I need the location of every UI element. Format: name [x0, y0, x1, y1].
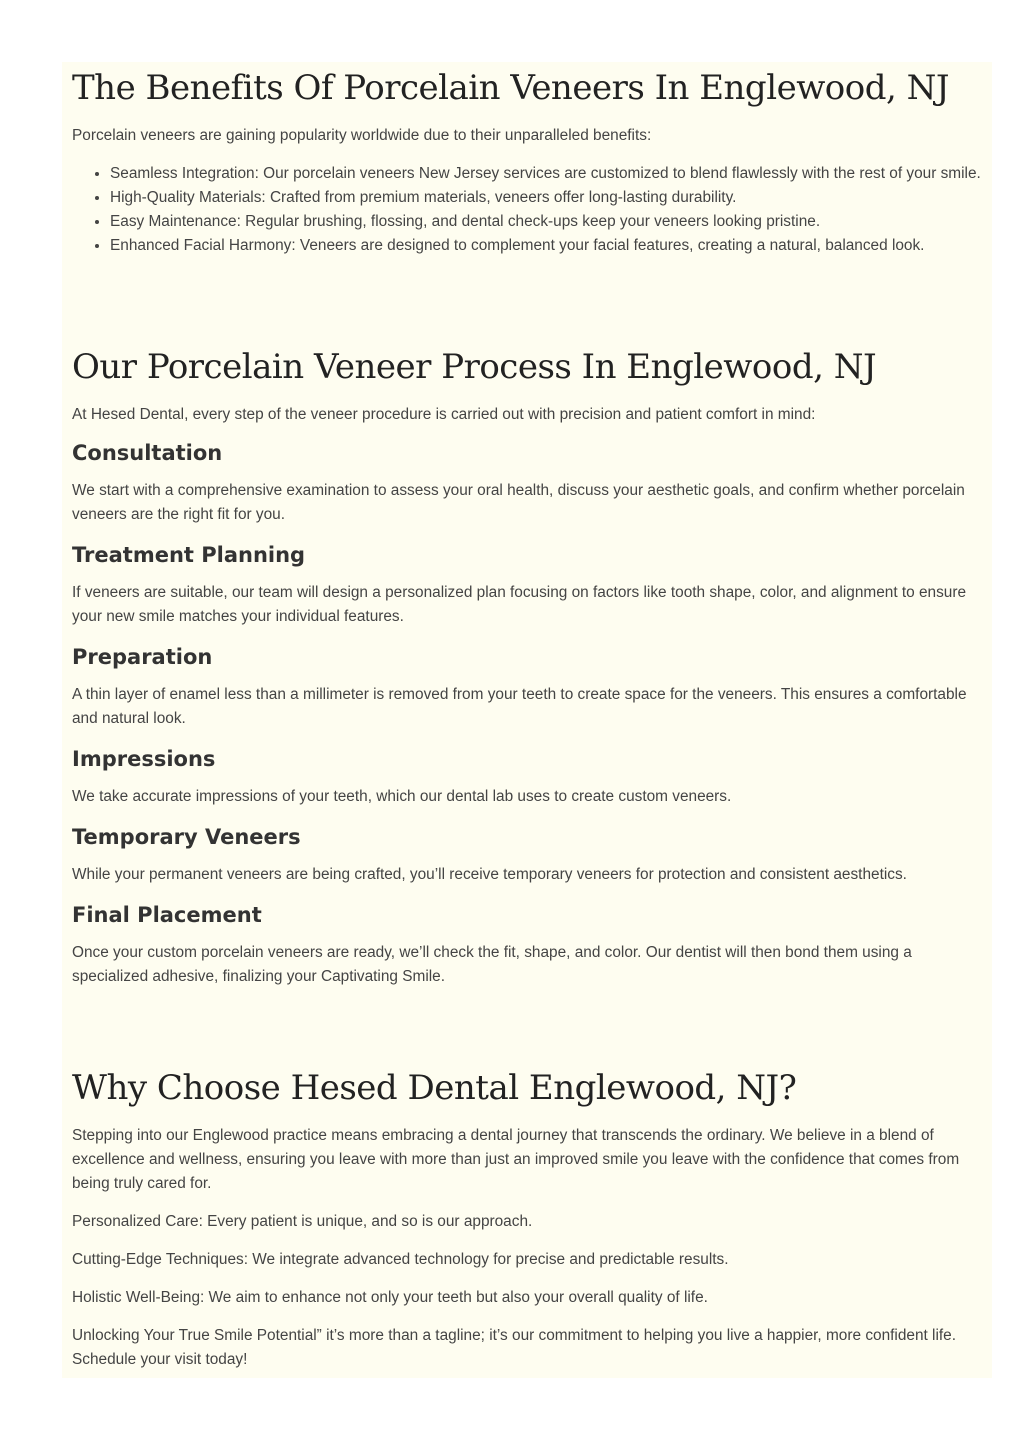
- step-preparation: [72, 643, 986, 731]
- step-heading: Preparation: [72, 645, 213, 669]
- why-paragraph: Holistic Well-Being: We aim to enhance not only your teeth but also your overall quality of life.: [72, 1289, 708, 1306]
- step-consultation: [72, 439, 986, 527]
- why-paragraph: Personalized Care: Every patient is unique, and so is our approach.: [72, 1213, 533, 1230]
- why-section: [72, 1066, 986, 1372]
- benefits-list: [72, 162, 986, 258]
- benefits-section: [72, 66, 986, 258]
- step-heading: Impressions: [72, 747, 216, 771]
- list-item: • Easy Maintenance: Regular brushing, flossing, and dental check-ups keep your veneers looking pristine.: [110, 210, 986, 234]
- step-text: While your permanent veneers are being crafted, you’ll receive temporary veneers for protection and consistent aesthetics.: [72, 866, 907, 883]
- step-heading: Treatment Planning: [72, 543, 306, 567]
- step-impressions: [72, 745, 986, 809]
- step-heading: Temporary Veneers: [72, 825, 301, 849]
- process-intro: At Hesed Dental, every step of the veneer procedure is carried out with precision and patient comfort in mind:: [72, 406, 816, 423]
- benefits-title: The Benefits Of Porcelain Veneers In Englewood, NJ: [72, 68, 949, 108]
- step-text: A thin layer of enamel less than a millimeter is removed from your teeth to create space for the veneers. This ensures a comfortable and natural look.: [72, 686, 967, 727]
- benefits-intro: Porcelain veneers are gaining popularity worldwide due to their unparalleled benefits:: [72, 127, 652, 144]
- step-text: We take accurate impressions of your teeth, which our dental lab uses to create custom veneers.: [72, 788, 732, 805]
- step-text: We start with a comprehensive examination to assess your oral health, discuss your aesthetic goals, and confirm whether porcelain veneers are the right fit for you.: [72, 482, 965, 523]
- step-heading: Consultation: [72, 441, 223, 465]
- step-text: If veneers are suitable, our team will design a personalized plan focusing on factors like tooth shape, color, and alignment to ensure your new smile matches your individual features.: [72, 584, 967, 625]
- list-item: • High-Quality Materials: Crafted from premium materials, veneers offer long-lasting durability.: [110, 186, 986, 210]
- process-section: [72, 345, 986, 427]
- step-heading: Final Placement: [72, 903, 262, 927]
- list-item: • Enhanced Facial Harmony: Veneers are designed to complement your facial features, creating a natural, balanced look.: [110, 234, 986, 258]
- list-item: • Seamless Integration: Our porcelain veneers New Jersey services are customized to blend flawlessly with the rest of your smile.: [110, 162, 986, 186]
- why-title: Why Choose Hesed Dental Englewood, NJ?: [72, 1068, 797, 1108]
- step-treatment-planning: [72, 541, 986, 629]
- step-final-placement: [72, 901, 986, 989]
- why-paragraph: Unlocking Your True Smile Potential” it’s more than a tagline; it’s our commitment to helping you live a happier, more confident life. Schedule your visit today!: [72, 1327, 957, 1368]
- why-paragraph: Stepping into our Englewood practice means embracing a dental journey that transcends the ordinary. We believe in a blend of excellence and wellness, ensuring you leave with more than just an improved smile you leave with the confidence that comes from being truly cared for.: [72, 1127, 960, 1192]
- step-temporary-veneers: [72, 823, 986, 887]
- process-title: Our Porcelain Veneer Process In Englewood, NJ: [72, 347, 877, 387]
- why-paragraph: Cutting-Edge Techniques: We integrate advanced technology for precise and predictable results.: [72, 1251, 729, 1268]
- step-text: Once your custom porcelain veneers are ready, we’ll check the fit, shape, and color. Our dentist will then bond them using a specialized adhesive, finalizing your Captivating Smile.: [72, 944, 912, 985]
